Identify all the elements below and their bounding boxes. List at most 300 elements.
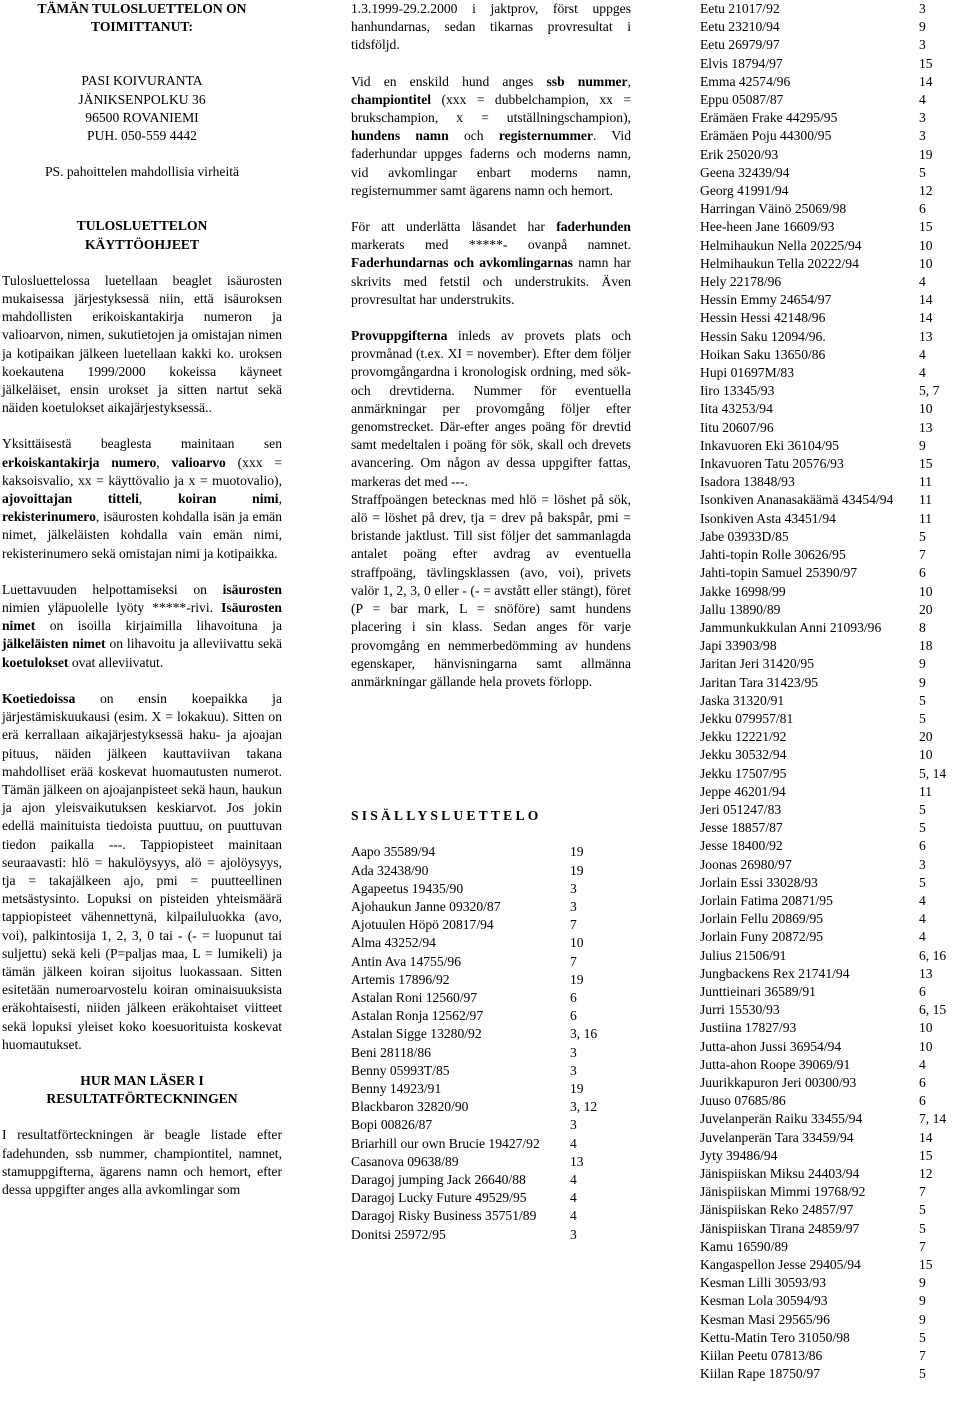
index-entry-name: Jutta-ahon Roope 39069/91 xyxy=(700,1056,851,1072)
index-entry xyxy=(700,583,960,601)
swedish-paragraph-continued: 1.3.1999-29.2.2000 i jaktprov, först uppges hanhundarnas, sedan tikarnas provresultat i tidsföljd. xyxy=(351,1,631,53)
index-entry-page: 6 xyxy=(919,1074,926,1090)
index-entry-name: Kesman Lilli 30593/93 xyxy=(700,1275,827,1291)
index-entry-name: Ajotuulen Höpö 20817/94 xyxy=(351,917,494,933)
index-entry xyxy=(700,1201,960,1219)
index-entry-name: Jeppe 46201/94 xyxy=(700,783,786,799)
index-entry-page: 10 xyxy=(919,401,933,417)
index-entry-page: 3 xyxy=(919,110,926,126)
index-entry xyxy=(700,546,960,564)
index-entry xyxy=(700,73,960,91)
editor-name: PASI KOIVURANTA xyxy=(81,73,203,89)
index-entry-name: Benny 14923/91 xyxy=(351,1080,442,1096)
index-entry-name: Jaritan Jeri 31420/95 xyxy=(700,656,815,672)
index-entry-page: 4 xyxy=(919,274,926,290)
index-entry-page: 6 xyxy=(919,983,926,999)
index-entry xyxy=(700,528,960,546)
index-entry-name: Georg 41991/94 xyxy=(700,183,789,199)
index-entry xyxy=(700,564,960,582)
index-entry-name: Hessin Emmy 24654/97 xyxy=(700,292,832,308)
index-entry-name: Beni 28118/86 xyxy=(351,1044,431,1060)
index-entry-name: Jesse 18857/87 xyxy=(700,820,783,836)
index-entry-page: 3 xyxy=(570,898,577,914)
index-entry-page: 5, 14 xyxy=(919,765,947,781)
index-entry-name: Isadora 13848/93 xyxy=(700,474,795,490)
index-entry xyxy=(700,1001,960,1019)
index-entry-name: Casanova 09638/89 xyxy=(351,1153,459,1169)
index-entry-name: Astalan Ronja 12562/97 xyxy=(351,1008,484,1024)
index-entry xyxy=(351,898,631,916)
index-entry-page: 8 xyxy=(919,619,926,635)
index-entry-name: Iiro 13345/93 xyxy=(700,383,775,399)
index-entry-page: 7 xyxy=(919,547,926,563)
index-entry-page: 6 xyxy=(570,989,577,1005)
index-entry xyxy=(700,36,960,54)
index-entry-page: 9 xyxy=(919,674,926,690)
index-entry-page: 19 xyxy=(570,1080,584,1096)
index-entry-name: Helmihaukun Nella 20225/94 xyxy=(700,237,862,253)
index-entry-page: 7 xyxy=(570,917,577,933)
index-entry xyxy=(351,1098,631,1116)
index-entry xyxy=(351,1135,631,1153)
index-entry-page: 14 xyxy=(919,310,933,326)
index-entry xyxy=(700,928,960,946)
index-entry-name: Astalan Sigge 13280/92 xyxy=(351,1026,482,1042)
index-entry xyxy=(700,801,960,819)
index-entry-name: Iitu 20607/96 xyxy=(700,419,774,435)
index-entry-name: Justiina 17827/93 xyxy=(700,1020,797,1036)
index-entry-page: 3 xyxy=(919,1,926,16)
index-entry-page: 13 xyxy=(919,419,933,435)
index-entry-name: Inkavuoren Eki 36104/95 xyxy=(700,437,839,453)
index-entry xyxy=(351,1189,631,1207)
index-entry xyxy=(700,1147,960,1165)
index-entry-name: Blackbaron 32820/90 xyxy=(351,1099,469,1115)
index-entry-name: Ada 32438/90 xyxy=(351,862,429,878)
index-entry xyxy=(351,916,631,934)
index-entry-page: 9 xyxy=(919,1311,926,1327)
index-entry-name: Kesman Masi 29565/96 xyxy=(700,1311,830,1327)
index-entry-name: Junttieinari 36589/91 xyxy=(700,983,816,999)
index-entry-page: 10 xyxy=(570,935,584,951)
index-entry xyxy=(351,1207,631,1225)
index-entry-page: 4 xyxy=(919,1056,926,1072)
index-entry-page: 4 xyxy=(570,1171,577,1187)
index-entry-page: 5 xyxy=(919,164,926,180)
index-entry-page: 3 xyxy=(570,1062,577,1078)
index-entry-page: 13 xyxy=(919,965,933,981)
index-entry-name: Jahti-topin Samuel 25390/97 xyxy=(700,565,858,581)
index-entry-page: 4 xyxy=(570,1190,577,1206)
index-entry xyxy=(700,892,960,910)
index-entry xyxy=(351,880,631,898)
index-entry xyxy=(700,1110,960,1128)
index-entry-page: 3 xyxy=(570,880,577,896)
index-entry xyxy=(351,862,631,880)
index-entry-page: 4 xyxy=(570,1208,577,1224)
index-entry-name: Benny 05993T/85 xyxy=(351,1062,450,1078)
index-entry xyxy=(700,637,960,655)
index-entry xyxy=(351,1226,631,1244)
index-entry-name: Jekku 079957/81 xyxy=(700,710,794,726)
index-entry-name: Kettu-Matin Tero 31050/98 xyxy=(700,1329,850,1345)
column-swedish-instructions xyxy=(351,0,631,1244)
index-entry-name: Jahti-topin Rolle 30626/95 xyxy=(700,547,846,563)
index-entry-page: 4 xyxy=(919,911,926,927)
index-entry xyxy=(700,1256,960,1274)
index-entry-name: Erämäen Frake 44295/95 xyxy=(700,110,838,126)
index-entry-page: 5 xyxy=(919,692,926,708)
index-entry-name: Kamu 16590/89 xyxy=(700,1238,788,1254)
index-entry-name: Jänispiiskan Mimmi 19768/92 xyxy=(700,1184,866,1200)
index-entry xyxy=(700,1292,960,1310)
index-entry-name: Ajohaukun Janne 09320/87 xyxy=(351,898,501,914)
index-entry xyxy=(351,1007,631,1025)
index-entry-page: 9 xyxy=(919,19,926,35)
editor-heading-line1: TÄMÄN TULOSLUETTELON ON xyxy=(37,1,247,16)
column-finnish-instructions xyxy=(2,0,282,1199)
swedish-heading-line2: RESULTATFÖRTECKNINGEN xyxy=(46,1091,238,1107)
index-entry-page: 7 xyxy=(570,953,577,969)
index-entry xyxy=(700,455,960,473)
index-entry-page: 19 xyxy=(570,862,584,878)
editor-city: 96500 ROVANIEMI xyxy=(85,109,199,125)
index-entry xyxy=(700,237,960,255)
index-entry-name: Jaska 31320/91 xyxy=(700,692,785,708)
index-entry-page: 14 xyxy=(919,292,933,308)
index-entry-page: 15 xyxy=(919,55,933,71)
index-entry-name: Jeri 051247/83 xyxy=(700,801,782,817)
index-entry-page: 4 xyxy=(919,929,926,945)
index-entry xyxy=(700,200,960,218)
index-entry xyxy=(700,328,960,346)
index-entry xyxy=(351,971,631,989)
index-entry-page: 18 xyxy=(919,638,933,654)
index-entry xyxy=(700,1019,960,1037)
index-entry xyxy=(351,1025,631,1043)
swedish-heading-line1: HUR MAN LÄSER I xyxy=(80,1072,204,1088)
index-entry-name: Astalan Roni 12560/97 xyxy=(351,989,478,1005)
index-entry xyxy=(700,856,960,874)
index-entry-name: Artemis 17896/92 xyxy=(351,971,450,987)
index-entry xyxy=(700,382,960,400)
index-entry-page: 11 xyxy=(919,783,933,799)
index-entry-name: Jutta-ahon Jussi 36954/94 xyxy=(700,1038,842,1054)
swedish-paragraph-1: I resultatförteckningen är beagle listade efter fadehunden, ssb nummer, championtitel, namnet, stamuppgifterna, ägarens namn och hemort, efter dessa uppgifter anges alla avkomlingar som xyxy=(2,1127,282,1197)
index-entry xyxy=(700,1129,960,1147)
index-entry-name: Kesman Lola 30594/93 xyxy=(700,1293,828,1309)
index-entry-page: 10 xyxy=(919,1020,933,1036)
index-entry xyxy=(700,273,960,291)
index-entry-page: 15 xyxy=(919,219,933,235)
index-entry-page: 5 xyxy=(919,1220,926,1236)
index-entry xyxy=(351,1080,631,1098)
index-entry xyxy=(700,1165,960,1183)
index-entry xyxy=(700,619,960,637)
index-entry-page: 3 xyxy=(919,37,926,53)
index-entry xyxy=(700,674,960,692)
column-index-continued xyxy=(700,0,960,1383)
index-entry-page: 13 xyxy=(919,328,933,344)
index-entry-name: Juvelanperän Raiku 33455/94 xyxy=(700,1111,863,1127)
index-entry-page: 6 xyxy=(919,201,926,217)
index-entry xyxy=(700,819,960,837)
index-entry-page: 19 xyxy=(570,971,584,987)
index-entry-name: Helmihaukun Tella 20222/94 xyxy=(700,255,859,271)
index-entry-name: Daragoj jumping Jack 26640/88 xyxy=(351,1171,526,1187)
index-entry xyxy=(700,728,960,746)
index-entry-page: 4 xyxy=(919,892,926,908)
index-entry xyxy=(700,1092,960,1110)
index-entry xyxy=(700,1038,960,1056)
index-entry-page: 11 xyxy=(919,492,933,508)
index-entry-page: 10 xyxy=(919,237,933,253)
index-entry xyxy=(700,655,960,673)
index-entry-page: 3 xyxy=(570,1044,577,1060)
index-entry-page: 15 xyxy=(919,1147,933,1163)
index-entry-page: 9 xyxy=(919,1293,926,1309)
index-entry xyxy=(700,692,960,710)
index-entry xyxy=(700,1056,960,1074)
index-entry-name: Eetu 21017/92 xyxy=(700,1,780,16)
index-entry-page: 4 xyxy=(919,365,926,381)
index-entry-page: 5, 7 xyxy=(919,383,940,399)
index-entry-page: 7 xyxy=(919,1348,926,1364)
index-entry-name: Jorlain Fatima 20871/95 xyxy=(700,892,833,908)
index-entry-name: Emma 42574/96 xyxy=(700,73,791,89)
index-entry-page: 7 xyxy=(919,1238,926,1254)
swedish-paragraph-2: Vid en enskild hund anges ssb nummer, championtitel (xxx = dubbelchampion, xx = brukschampion, x = utställningschampion), hundens namn och registernummer. Vid faderhundar uppges faderns och moderns namn, vid avkomlingar enbart moderns namn, registernummer samt ägarens namn och hemort. xyxy=(351,73,631,198)
index-entry-page: 5 xyxy=(919,528,926,544)
index-entry-page: 5 xyxy=(919,1366,926,1382)
index-entry xyxy=(700,947,960,965)
index-entry-page: 10 xyxy=(919,1038,933,1054)
index-entry-page: 5 xyxy=(919,710,926,726)
index-entry-name: Briarhill our own Brucie 19427/92 xyxy=(351,1135,540,1151)
index-entry xyxy=(700,510,960,528)
index-entry xyxy=(700,1311,960,1329)
index-entry xyxy=(351,934,631,952)
index-entry-page: 7, 14 xyxy=(919,1111,947,1127)
index-entry-name: Japi 33903/98 xyxy=(700,638,777,654)
index-entry-page: 4 xyxy=(919,92,926,108)
index-entry-page: 14 xyxy=(919,73,933,89)
index-entry-name: Jurri 15530/93 xyxy=(700,1002,780,1018)
index-entry xyxy=(700,164,960,182)
index-entry-name: Hupi 01697M/83 xyxy=(700,365,795,381)
index-entry xyxy=(700,182,960,200)
guide-paragraph-1: Tulosluettelossa luetellaan beaglet isäurosten mukaisessa järjestyksessä niin, että isäuroksen mahdollisten erikoiskantakirja numeron ja valioarvon, nimen, sukutietojen ja omistajan nimen ja kotipaikan jälkeen luetellaan kakki ko. uroksen koekautena 1999/2000 kokeissa käyneet jälkeläiset, ensin urokset ja sitten nartut sekä näiden koetulokset aikajärjestyksessä.. xyxy=(2,272,282,416)
index-entry-name: Aapo 35589/94 xyxy=(351,844,436,860)
index-entry-page: 6 xyxy=(570,1008,577,1024)
index-entry xyxy=(351,843,631,861)
index-entry xyxy=(700,746,960,764)
index-entry-name: Jorlain Fellu 20869/95 xyxy=(700,911,824,927)
index-entry-name: Jabe 03933D/85 xyxy=(700,528,789,544)
index-entry xyxy=(351,1116,631,1134)
index-entry xyxy=(700,983,960,1001)
index-entry xyxy=(700,965,960,983)
index-entry-page: 19 xyxy=(919,146,933,162)
index-entry-page: 3, 16 xyxy=(570,1026,598,1042)
index-entry-page: 10 xyxy=(919,255,933,271)
index-entry-name: Jekku 12221/92 xyxy=(700,729,787,745)
index-entry xyxy=(700,291,960,309)
editor-phone: PUH. 050-559 4442 xyxy=(87,128,197,144)
index-entry xyxy=(351,1171,631,1189)
index-entry-page: 5 xyxy=(919,1329,926,1345)
index-entry-page: 4 xyxy=(919,346,926,362)
index-entry-name: Geena 32439/94 xyxy=(700,164,790,180)
index-title: SISÄLLYSLUETTELO xyxy=(351,808,542,824)
swedish-paragraph-5: Straffpoängen betecknas med hlö = löshet på sök, alö = löshet på drev, tja = drev på bakspår, pmi = bristande jaktlust. Till sist följer det sammanlagda antalet poäng efter avdrag av eventuella straffpoäng, tävlingsklassen (avo, voi), privets valör 1, 2, 3, 0 eller - (- = avstått eller stängt), föret (P = bar mark, L = snöföre) samt hundens placering i sin klass. Sedan anges för varje provomgång en nemmerbedömming av hundens egenskaper, hänvisningarna samt allmänna anmärkningar gällande hela provets förlopp. xyxy=(351,491,631,689)
index-entry-name: Jallu 13890/89 xyxy=(700,601,781,617)
index-entry-page: 5 xyxy=(919,1202,926,1218)
index-entry-page: 14 xyxy=(919,1129,933,1145)
editor-street: JÄNIKSENPOLKU 36 xyxy=(78,91,206,107)
index-entry-page: 15 xyxy=(919,1257,933,1273)
index-entry-name: Isonkiven Ananasakäämä 43454/94 xyxy=(700,492,894,508)
index-entry-page: 3 xyxy=(919,856,926,872)
index-entry-name: Harringan Väinö 25069/98 xyxy=(700,201,847,217)
index-entry xyxy=(351,953,631,971)
index-entry xyxy=(700,419,960,437)
index-entry-page: 5 xyxy=(919,874,926,890)
index-entry-page: 3 xyxy=(919,128,926,144)
index-entry xyxy=(700,437,960,455)
guide-heading-line2: KÄYTTÖOHJEET xyxy=(84,236,200,252)
index-entry xyxy=(700,400,960,418)
index-entry-name: Jesse 18400/92 xyxy=(700,838,783,854)
index-entry-page: 10 xyxy=(919,747,933,763)
index-entry xyxy=(700,1183,960,1201)
index-entry xyxy=(700,91,960,109)
index-entry-name: Antin Ava 14755/96 xyxy=(351,953,462,969)
index-entry-name: Jorlain Funy 20872/95 xyxy=(700,929,824,945)
index-entry-page: 10 xyxy=(919,583,933,599)
guide-paragraph-4: Koetiedoissa on ensin koepaikka ja järjestämiskuukausi (esim. X = lokakuu). Sitten on erä kerrallaan aikajärjestyksessä haku- ja ajoajan pituus, näiden jälkeen kauttaviivan takana mahdolliset erää koskevat huomautusten numerot. Tämän jälkeen on ajoajanpisteet sekä haun, haukun ja ajon yleisvaikutuksen keskiarvot. Jos jokin edellä mainituista tiedoista puuttuu, on puuttuvan tiedon paikalla ---. Tappiopisteet mainitaan seuraavasti: hlö = hakulöysyys, alö = ajolöysyys, tja = takajälkeen ajo, pmi = puutteellinen metsästysinto. Lopuksi on pisteiden yhteismäärä tappiopisteet vähennettynä, kilpailuluokka (avo, voi), palkintosija 1, 2, 3, 0 tai - (- = luopunut tai suljettu) sekä keli (P=paljas maa, L = lumikeli) ja tämän jälkeen koiran sijoitus luokassaan. Sitten esitetään numeroarvostelu koiran ominaisuuksista eräkohtaisesti, niiden jälkeen eräkohtaiset viitteet sekä lopuksi yleiset koko koesuorituista koskevat huomautukset. xyxy=(2,690,282,1052)
index-entry-name: Eppu 05087/87 xyxy=(700,92,784,108)
index-entry-page: 12 xyxy=(919,1166,933,1181)
ps-note: PS. pahoittelen mahdollisia virheitä xyxy=(44,164,240,180)
index-entry-name: Donitsi 25972/95 xyxy=(351,1226,446,1242)
index-entry xyxy=(700,473,960,491)
index-list-part-2 xyxy=(700,0,960,1383)
index-entry-name: Kiilan Rape 18750/97 xyxy=(700,1366,821,1382)
index-entry-name: Hessin Hessi 42148/96 xyxy=(700,310,826,326)
index-entry-name: Hessin Saku 12094/96. xyxy=(700,328,826,344)
index-entry xyxy=(351,1044,631,1062)
index-entry-page: 6, 16 xyxy=(919,947,947,963)
index-entry-name: Jekku 30532/94 xyxy=(700,747,787,763)
index-entry-name: Alma 43252/94 xyxy=(351,935,436,951)
index-entry-page: 5 xyxy=(919,801,926,817)
index-entry-page: 9 xyxy=(919,656,926,672)
index-entry xyxy=(700,18,960,36)
index-entry-page: 3 xyxy=(570,1117,577,1133)
index-entry-page: 11 xyxy=(919,474,933,490)
index-entry xyxy=(700,910,960,928)
index-entry xyxy=(700,710,960,728)
index-entry xyxy=(700,765,960,783)
index-entry-name: Hoikan Saku 13650/86 xyxy=(700,346,826,362)
index-entry-name: Daragoj Risky Business 35751/89 xyxy=(351,1208,537,1224)
index-entry xyxy=(700,55,960,73)
index-entry-name: Jänispiiskan Miksu 24403/94 xyxy=(700,1166,860,1181)
index-entry-name: Bopi 00826/87 xyxy=(351,1117,433,1133)
index-entry-name: Inkavuoren Tatu 20576/93 xyxy=(700,456,844,472)
index-entry-page: 7 xyxy=(919,1184,926,1200)
index-entry-name: Jänispiiskan Tirana 24859/97 xyxy=(700,1220,860,1236)
index-entry-name: Joonas 26980/97 xyxy=(700,856,792,872)
index-entry-page: 12 xyxy=(919,183,933,199)
index-entry-page: 6 xyxy=(919,1093,926,1109)
index-entry xyxy=(700,218,960,236)
index-entry-name: Juuso 07685/86 xyxy=(700,1093,786,1109)
index-entry-page: 3, 12 xyxy=(570,1099,598,1115)
index-entry xyxy=(351,989,631,1007)
index-entry-page: 6, 15 xyxy=(919,1002,947,1018)
index-entry-name: Jakke 16998/99 xyxy=(700,583,786,599)
index-entry-name: Jekku 17507/95 xyxy=(700,765,787,781)
index-entry-name: Hee-heen Jane 16609/93 xyxy=(700,219,835,235)
index-entry xyxy=(700,491,960,509)
index-entry-page: 6 xyxy=(919,565,926,581)
index-entry-name: Elvis 18794/97 xyxy=(700,55,783,71)
index-entry xyxy=(700,874,960,892)
index-entry-page: 4 xyxy=(570,1135,577,1151)
index-entry xyxy=(700,146,960,164)
index-entry-name: Kangaspellon Jesse 29405/94 xyxy=(700,1257,861,1273)
index-entry-page: 19 xyxy=(570,844,584,860)
index-entry xyxy=(700,346,960,364)
index-entry xyxy=(700,1220,960,1238)
guide-paragraph-2: Yksittäisestä beaglesta mainitaan sen erkoiskantakirja numero, valioarvo (xxx = kaksoisvalio, xx = käyttövalio ja x = muotovalio), ajovoittajan titteli, koiran nimi, rekisterinumero, isäurosten kohdalla isän ja emän nimet, jälkeläisten kohdalla vain emän nimi, rekisterinumero sekä omistajan nimi ja kotipaikka. xyxy=(2,436,282,561)
index-entry xyxy=(700,109,960,127)
index-entry-page: 3 xyxy=(570,1226,577,1242)
index-entry-name: Jorlain Essi 33028/93 xyxy=(700,874,818,890)
index-entry-name: Juvelanperän Tara 33459/94 xyxy=(700,1129,854,1145)
index-entry-name: Iita 43253/94 xyxy=(700,401,773,417)
index-entry xyxy=(700,1347,960,1365)
index-entry-name: Jaritan Tara 31423/95 xyxy=(700,674,819,690)
index-entry-name: Daragoj Lucky Future 49529/95 xyxy=(351,1190,527,1206)
swedish-paragraph-4: Provuppgifterna inleds av provets plats och provmånad (t.ex. XI = november). Efter dem följer provomgångardna i kronologisk ordning, med sök- och drevtiderna. Nummer för eventuella anmärkningar per provomgång följer efter genomstrecket. Där-efter anges poäng för drevtid samt medeltalen i poäng för sök, skall och drevets avancering. Om någon av dessa uppgifter fattas, markeras det med ---. xyxy=(351,328,631,489)
index-entry-name: Isonkiven Asta 43451/94 xyxy=(700,510,836,526)
index-entry-page: 11 xyxy=(919,510,933,526)
guide-heading-line1: TULOSLUETTELON xyxy=(76,218,208,234)
index-entry-name: Jänispiiskan Reko 24857/97 xyxy=(700,1202,854,1218)
index-entry-page: 20 xyxy=(919,729,933,745)
index-entry xyxy=(700,364,960,382)
index-entry-page: 5 xyxy=(919,820,926,836)
index-entry xyxy=(700,1365,960,1383)
index-entry-page: 9 xyxy=(919,437,926,453)
index-entry-page: 9 xyxy=(919,1275,926,1291)
index-entry-name: Agapeetus 19435/90 xyxy=(351,880,464,896)
index-entry-page: 15 xyxy=(919,456,933,472)
index-entry xyxy=(700,0,960,18)
index-entry-page: 20 xyxy=(919,601,933,617)
index-entry xyxy=(700,309,960,327)
index-entry xyxy=(700,1274,960,1292)
index-entry xyxy=(700,127,960,145)
index-entry-name: Erik 25020/93 xyxy=(700,146,779,162)
index-entry-name: Jyty 39486/94 xyxy=(700,1147,778,1163)
index-entry xyxy=(700,1329,960,1347)
editor-heading-line2: TOIMITTANUT: xyxy=(91,19,193,35)
index-entry xyxy=(351,1153,631,1171)
